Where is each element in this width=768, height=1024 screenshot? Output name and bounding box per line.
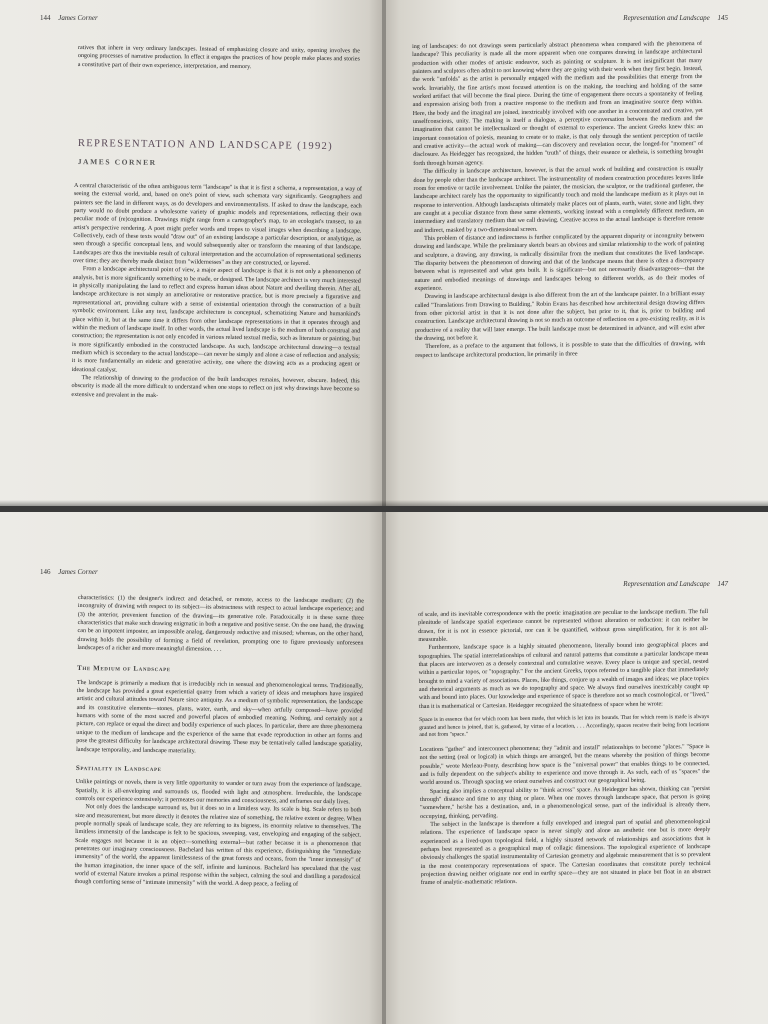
running-head-right xyxy=(623,580,734,588)
page-number: 145 xyxy=(717,14,728,22)
running-head-left xyxy=(34,568,98,576)
paragraph: Therefore, as a preface to the argument that follows, it is possible to state that the difficulties of drawing, with respect to landscape architectural production, lie primarily in three xyxy=(415,341,706,359)
body-text xyxy=(71,182,362,402)
paragraph: The subject in the landscape is therefore a fully enveloped and integral part of spatial and phenomenological relations. The experience of landscape space is never simply and alone an aesthetic one but is more deeply experienced as a lived-upon topological field, a highly situated network of relationships and associations that is perhaps best represented as a geographical map of collagic dimensions. The topological experience of landscape obviously challenges the spatial instrumentality of Cartesian geometry and algebraic measurement that is so prevalent in the most contemporary representations of space. The Cartesian coordinates that constitute purely technical projection drawing neither originate nor end in earthy space—they are not situated in place but float in an abstract frame of analytic-mathematic relations. xyxy=(420,818,711,887)
page-145 xyxy=(384,0,768,506)
paragraph: Not only does the landscape surround us, but it does so in a limitless way. Its scale is big. Scale refers to both size and measurement, but more directly it denotes the relative size of something, the relative extent or degree. When people normally speak of landscape scale, they are referring to its bigness, its enormity relative to themselves. The limitless immensity of the landscape is felt to be spacious, sweeping, vast, enveloping and engaging of the subject. Scale engages not because it is an object—something external—but rather because it is a phenomenon that penetrates our imaginary consciousness. Bachelard has written of this experience, distinguishing the "immediate immensity" of the world, the apparent limitlessness of the great forests and oceans, from the "inner immensity" of the human imagination, the inner space of the self, infinite and luminous. Bachelard has speculated that the vast world of external Nature invokes a primal response within the subject, calming the soul and distilling a paradoxical though comforting sense of "intimate immensity" with the world. A deep peace, a feeling of xyxy=(74,804,362,889)
paragraph: From a landscape architectural point of view, a major aspect of landscape is that it is not only a phenomenon of analysis, but is more significantly something to be made, or designed. The landscape architect is very much interested in physically manipulating the land to reflect and express human ideas about Nature and dwelling therein. After all, landscape architecture is not simply an ameliorative or restorative practice, but is more precisely a figurative and representational art, providing culture with a sense of existential orientation through the construction of a built symbolic environment. Like any text, landscape architecture is conceptual, schematizing Nature and humankind's place within it, but at the same time it differs from other landscape representations in that it operates through and within the medium of landscape itself. In other words, the actual lived landscape is the medium of both construal and construction; the representation is not only encoded in various related textual media, such as literature or painting, but is more significantly embodied in the constructed landscape. As such, landscape architectural drawing—a textual medium which is secondary to the actual landscape—can never be simply and alone a case of reflection and analysis; it is more fundamentally an eidetic and generative activity, one where the drawing acts as a producing agent or ideational catalyst. xyxy=(71,266,361,374)
page-shadow xyxy=(0,500,768,506)
running-head-title: James Corner xyxy=(58,568,98,576)
page-147 xyxy=(384,512,768,1024)
paragraph: characteristics: (1) the designer's indirect and detached, or remote, access to the landscape medium; (2) the incongruity of drawing with respect to its subject—its abstractness with respect to actual landscape experience; and (3) the anterior, prevenient function of the drawing—its generative role. Paradoxically it is these same three characteristics that make such drawing enigmatic in both a negative and positive sense. On the one hand, the drawing can be an impotent imposter, an impossible analog, dangerously reductive and misused; whereas, on the other hand, drawing holds the possibility of forming a field of revelation, prompting one to figure previously unforeseen landscapes of a richer and more meaningful dimension. . . . xyxy=(77,594,364,653)
running-head-title: James Corner xyxy=(58,14,98,22)
page-number: 147 xyxy=(717,580,728,588)
article-heading xyxy=(78,140,360,170)
book-gutter xyxy=(382,512,386,1024)
intro-text xyxy=(78,44,360,72)
paragraph: Unlike paintings or novels, there is very little opportunity to wander or turn away from the experience of landscape. Spatially, it is all-enveloping and surrounds us, flooded with light and atmosphere. Irreducible, the landscape controls our experience extensively; it permeates our memories and consciousness, and enframes our daily lives. xyxy=(75,779,362,806)
section-heading: Spatiality in Landscape xyxy=(75,763,162,773)
intro-paragraph: ratives that inhere in very ordinary landscapes. Instead of emphasizing closure and unity, opening involves the ongoing processes of narrative production. In effect it engages the practices of how people make places and stories a constitutive part of their own experience, interpretation, and memory. xyxy=(77,44,360,70)
paragraph: This problem of distance and indirectness is further complicated by the apparent disparity or incongruity between drawing and landscape. While the preliminary sketch bears an obvious and similar relationship to the work of painting and sculpture, a drawing, any drawing, is radically dissimilar from the medium that constitutes the lived landscape. The disparity between the phenomenon of drawing and that of the landscape means that there is often a discrepancy between what is represented and what gets built. It is significant—but not necessarily disadvantageous—that the nature and embodied meanings of drawings and landscapes belong to different worlds, as do their modes of experience. xyxy=(414,232,705,292)
page-number: 144 xyxy=(40,14,51,22)
body-text xyxy=(74,594,364,890)
paragraph: Locations "gather" and interconnect phenomena; they "admit and install" relationships to become "places." "Space is not the setting (real or logical) in which things are arranged, but the means whereby the position of things become possible," wrote Merleau-Ponty, describing how space is the "universal power" that enables things to be connected, and is fully dependent on the subject's ability to experience and move through it. As such, each of us "spaces" the world around us. Through spacing we orient ourselves and construct our geographical being. xyxy=(419,743,710,787)
page-number: 146 xyxy=(40,568,51,576)
paragraph: The relationship of drawing to the production of the built landscapes remains, however, obscure. Indeed, this obscurity is made all the more difficult to understand when one stops to reflect on just why drawings have become so extensive and prevalent in the mak- xyxy=(71,375,360,399)
paragraph: The difficulty in landscape architecture, however, is that the actual work of building and construction is usually done by people other than the landscape architect. The instrumentality of modern construction procedures leaves little room for emotive or tactile involvement. Unlike the painter, the musician, the sculptor, or the traditional gardener, the landscape architect rarely has the opportunity to significantly touch and mold the landscape medium as it plays out in response to intervention. Although landscapists ultimately make places out of plants, earth, water, stone and light, they are caught at a peculiar distance from these same elements, working instead with a completely different medium, an intermediary and translatory medium that we call drawing. Creative access to the actual landscape is therefore remote and indirect, masked by a two-dimensional screen. xyxy=(413,166,704,234)
book-gutter xyxy=(382,0,386,506)
paragraph: Furthermore, landscape space is a highly situated phenomenon, literally bound into geographical places and topographies. The spatial interrelationships of cultural and natural patterns that constitute a particular landscape mean that places are interwoven as a densely contextual and cumulative weave. Every place is unique and special, nested within a particular topos, or "topography." For the ancient Greeks, topos referred to a tangible place that immediately brought to mind a variety of associations. Places, like things, conjure up a wealth of images and ideas; we place topics and rhetorical arguments as much as we do topography and space. We always find ourselves inextricably caught up with and bound into places. Our knowledge and experience of space is therefore not so much cosmological, or "lived," than it is mathematical or Cartesian. Heidegger recognized the situatedness of space when he wrote: xyxy=(418,642,709,710)
spread-top xyxy=(0,0,768,506)
page-146 xyxy=(0,512,384,1024)
running-head-left xyxy=(34,14,98,22)
block-quote: Space is in essence that for which room has been made, that which is let into its bounds. That for which room is made is always granted and hence is joined, that is, gathered, by virtue of a location, . . . Accordingly, spaces receive their being from locations and not from "space." xyxy=(419,714,710,739)
body-text xyxy=(418,608,711,888)
paragraph: of scale, and its inevitable correspondence with the poetic imagination are peculiar to the landscape medium. The full plenitude of landscape spatial experience cannot be represented without alteration or reduction: it can neither be drawn, for it is not in essence pictorial, nor can it be quantified, without gross simplification, for it is not all-measurable. xyxy=(418,608,709,644)
paragraph: Spacing also implies a conceptual ability to "think across" space. As Heidegger has shown, thinking can "persist through" distance and time to any thing or place. When one moves through landscape space, that person is going "somewhere," he/she has a destination, and, in a phenomenological sense, part of the individual is already there, occupying, thinking, pervading. xyxy=(419,785,711,820)
spread-bottom xyxy=(0,512,768,1024)
running-head-title: Representation and Landscape xyxy=(623,14,710,22)
section-heading: The Medium of Landscape xyxy=(77,664,171,674)
page-144 xyxy=(0,0,384,506)
paragraph: ing of landscapes: do not drawings seem particularly abstract phenomena when compared with the phenomena of landscape? This peculiarity is made all the more apparent when one compares drawing in landscape architectural production with other modes of artistic endeavor, such as painting or sculpture. It is not insignificant that many painters and sculptors often admit to not knowing where they are going with their work when they first begin. Instead, the work "unfolds" as the artist is personally engaged with the medium and the possibilities that emerge from the work. Invariably, the fine artist's most focused attention is on the making, the touching and holding of the same worked artifact that will become the final piece. During the time of engagement there occurs a spontaneity of feeling and expression arising both from a reactive response to the medium and from an imaginative source deep within. Here, the body and the imaginal are joined, inextricably involved with one another in a concentrated and creative, yet unselfconscious, unity. The making is itself a dialogue, a perceptive conversation between the medium and the imagination that cannot be intellectualized or thought of external to experience. The ancient Greeks knew this: an important connotation of poiesis, meaning to create or to make, is that only through the sentient perception of tactile and creative activity—the actual work of making—can discovery and revelation occur, the longed-for "moment" of disclosure. As Heidegger has recognized, the hidden "truth" of things, their essence or aletheia, is something brought forth through human agency. xyxy=(412,40,704,167)
paragraph: Drawing in landscape architectural design is also different from the art of the landscape painter. In a brilliant essay called "Translations from Drawing to Building," Robin Evans has described how architectural design drawing differs from other pictorial artist in that it is not done after the subject, but prior to it, that is, prior to building and construction. Landscape architectural drawing is not so much an outcome of reflection on a pre-existing reality, as it is productive of a reality that will later emerge. The built landscape must be determined in advance, and will exist after the drawing, not before it. xyxy=(414,291,706,343)
running-head-right xyxy=(623,14,734,22)
paragraph: The landscape is primarily a medium that is irreducibly rich in sensual and phenomenological terms. Traditionally, the landscape has provided a great experiential quarry from which a variety of ideas and metaphors have inspired artistic and cultural attitudes toward Nature since antiquity. As a medium of symbolic representation, the landscape and its constitutive elements—stones, plants, water, earth, and sky—when artfully composed—have provided humans with some of the most sacred and powerful places of embodied meaning. Nothing, and certainly not a picture, can replace or equal the direct and bodily experience of such places. In particular, there are three phenomena unique to the medium of landscape and the experience of the same that evade reproduction in other art forms and pose the greatest difficulty for landscape architectural drawing. These may be tentatively called landscape spatiality, landscape temporality, and landscape materiality. xyxy=(76,679,363,754)
body-text xyxy=(412,40,705,360)
article-title: REPRESENTATION AND LANDSCAPE (1992) xyxy=(77,138,333,153)
running-head-title: Representation and Landscape xyxy=(623,580,710,588)
paragraph: A central characteristic of the often ambiguous term "landscape" is that it is first a schema, a representation, a way of seeing the external world, and, based on one's point of view, such schemata vary significantly. Geographers and painters see the land in different ways, as do developers and environmentalists. If asked to draw the landscape, each party would no doubt produce a wholesome variety of graphic models and representations, reflecting their own peculiar mode of (re)cognition. Drawings might range from a cartographer's map, to an ecologist's transect, to an artist's perspective rendering. A poet might prefer words and tropes to visual images when describing a landscape. Collectively, each of these texts would "draw out" of an existing landscape a particular description, or analytique, as seen through a specific conceptual lens, and would subsequently alter or transform the meaning of that landscape. Landscapes are thus the inevitable result of cultural interpretation and the accumulation of representational sediments over time; they are thereby made distinct from "wildernesses" as they are constructed, or layered. xyxy=(72,182,362,267)
article-author: JAMES CORNER xyxy=(77,157,157,168)
